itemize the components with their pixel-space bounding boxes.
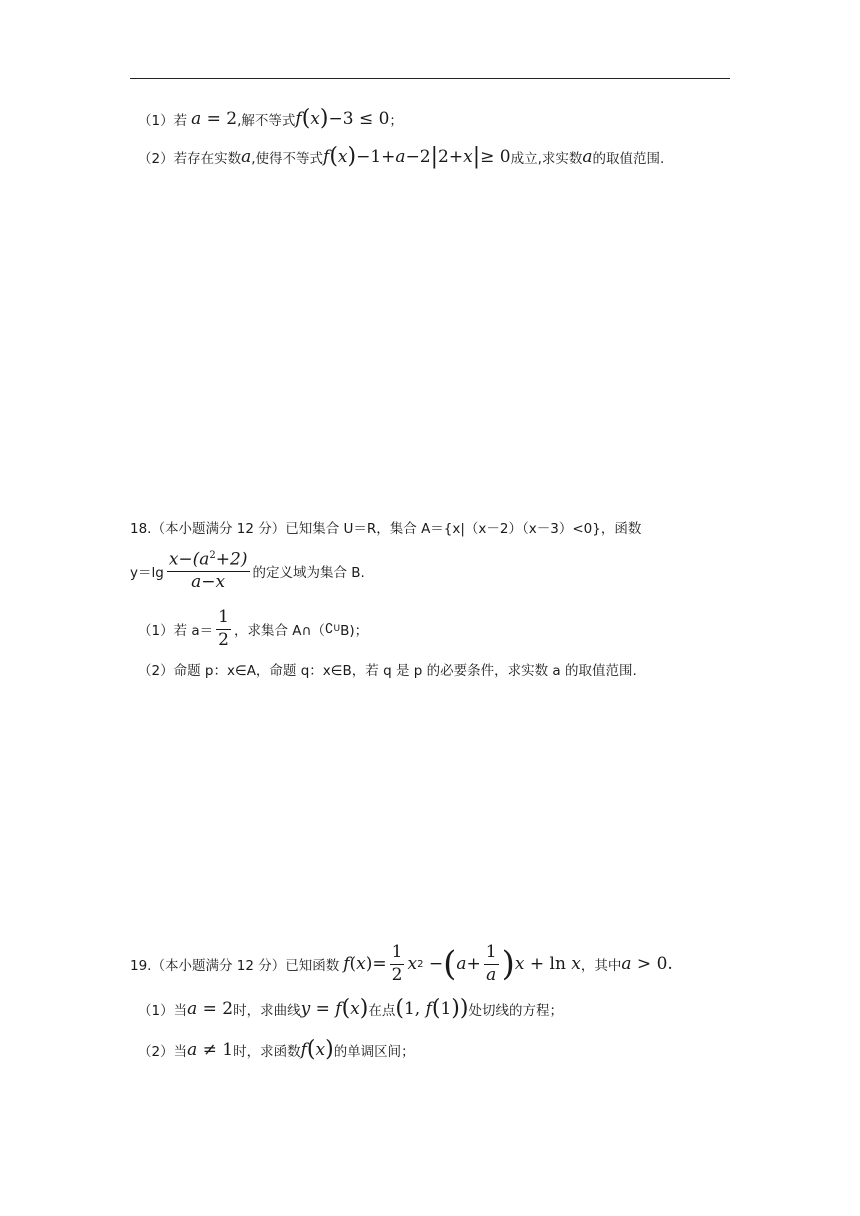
q19-p1-mid: 时，求曲线 bbox=[233, 1003, 301, 1019]
math-a-eq-2: a bbox=[191, 109, 202, 129]
complement-symbol: ∁ bbox=[324, 621, 334, 638]
q19-p2-label: （2）当 bbox=[138, 1044, 188, 1060]
q18-part2 bbox=[138, 659, 637, 679]
q18-heading bbox=[130, 517, 641, 537]
q19-p1-point: 在点 bbox=[368, 1003, 396, 1019]
q19-part2: （2）当 a ≠ 1 时，求函数 f ( x ) 的单调区间； bbox=[138, 1037, 415, 1062]
q18-half: $\frac{1}{2}$ bbox=[218, 607, 229, 650]
q17-p2-end: 的取值范围. bbox=[592, 151, 665, 167]
q18-domain-text: 的定义域为集合 B. bbox=[252, 565, 365, 582]
complement-sub: U bbox=[333, 624, 341, 635]
q17-part1: （1）若 a = 2 ,解不等式 f ( x ) −3 ≤ 0 ； bbox=[138, 106, 403, 131]
q17-p1-end: ； bbox=[389, 113, 403, 129]
q19-head-text: 19.（本小题满分 12 分）已知函数 bbox=[130, 958, 340, 975]
q19-function: f bbox=[343, 954, 350, 975]
math-inequality-2: f bbox=[323, 147, 330, 167]
header-rule bbox=[130, 78, 730, 79]
q18-p1-text: ，求集合 A∩（ bbox=[233, 623, 325, 640]
q17-p2-text: ,使得不等式 bbox=[251, 151, 324, 167]
q18-y-prefix: y＝lg bbox=[130, 565, 164, 582]
q17-p1-label: （1）若 bbox=[138, 113, 188, 129]
q17-p1-text: ,解不等式 bbox=[237, 113, 296, 129]
math-inequality: f bbox=[295, 109, 302, 129]
q18-part1 bbox=[138, 608, 368, 650]
q19-part1: （1）当 a = 2 时，求曲线 y = f ( x ) 在点 ( 1, f ( 1 )) 处切线的方程； bbox=[138, 996, 563, 1021]
q17-part2: （2）若存在实数 a ,使得不等式 f ( x ) −1+ a −2 | 2+ x | ≥ 0 成立,求实数 a 的取值范围. bbox=[138, 144, 665, 169]
q18-p1-end: B)； bbox=[340, 623, 369, 640]
q18-fraction: $\frac{x-(a^2+2)}{a-x}$ bbox=[168, 549, 248, 593]
q19-p1-end: 处切线的方程； bbox=[468, 1003, 563, 1019]
math-a: a bbox=[241, 147, 252, 167]
q19-p2-mid: 时，求函数 bbox=[233, 1044, 301, 1060]
q18-p1-label: （1）若 a＝ bbox=[138, 623, 214, 640]
q19-heading: 19.（本小题满分 12 分）已知函数 f ( x )= $\frac{1}{2}$ x 2 − ( a + $\frac{1}{a}$ ) x + ln x ，其中 a > 0. bbox=[130, 942, 673, 985]
q18-function bbox=[130, 550, 365, 593]
q17-p2-label: （2）若存在实数 bbox=[138, 151, 242, 167]
q19-p2-end: 的单调区间； bbox=[333, 1044, 415, 1060]
q19-tail: ，其中 bbox=[580, 958, 622, 975]
q17-p2-mid: 成立,求实数 bbox=[510, 151, 583, 167]
q19-p1-label: （1）当 bbox=[138, 1003, 188, 1019]
q18-head-text: 18.（本小题满分 12 分）已知集合 U＝R，集合 A＝{x|（x－2）（x－3）<0}，函数 bbox=[130, 521, 642, 537]
q18-p2-text: （2）命题 p：x∈A，命题 q：x∈B，若 q 是 p 的必要条件，求实数 a 的取值范围. bbox=[138, 663, 637, 679]
